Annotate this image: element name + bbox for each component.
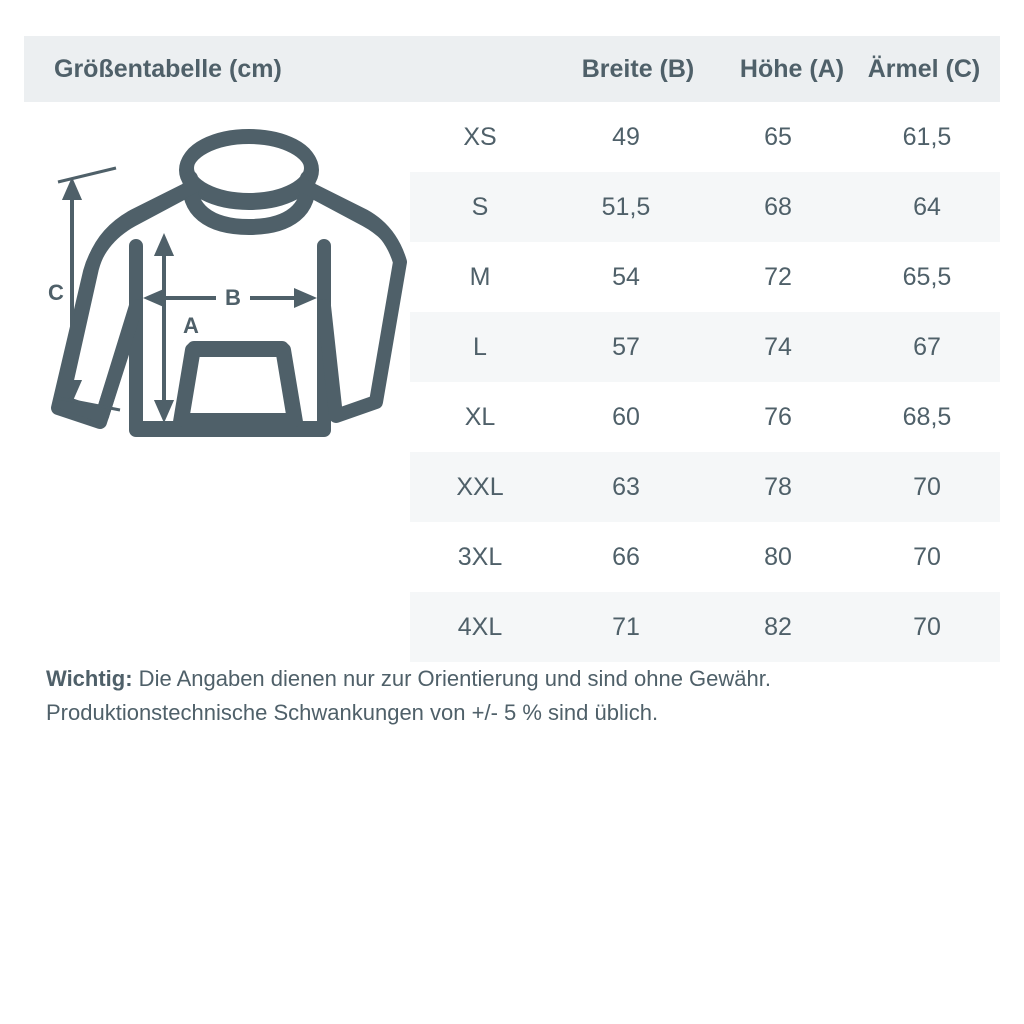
cell-hoehe: 74 xyxy=(764,332,792,361)
cell-size: XXL xyxy=(456,472,504,501)
table-row xyxy=(410,592,1000,662)
table-row xyxy=(410,522,1000,592)
cell-breite: 71 xyxy=(612,612,640,641)
column-header-aermel: Ärmel (C) xyxy=(867,54,981,83)
cell-breite: 51,5 xyxy=(601,192,651,221)
cell-hoehe: 68 xyxy=(764,192,792,221)
svg-text:C: C xyxy=(48,280,64,305)
cell-aermel: 70 xyxy=(913,612,941,641)
cell-size: XL xyxy=(464,402,496,431)
disclaimer-note xyxy=(46,662,996,730)
cell-size: 4XL xyxy=(457,612,503,641)
cell-aermel: 64 xyxy=(913,192,941,221)
table-row xyxy=(410,102,1000,172)
cell-aermel: 65,5 xyxy=(902,262,952,291)
cell-hoehe: 82 xyxy=(764,612,792,641)
table-row xyxy=(410,382,1000,452)
cell-aermel: 70 xyxy=(913,472,941,501)
svg-text:B: B xyxy=(225,285,241,310)
cell-breite: 63 xyxy=(612,472,640,501)
cell-size: S xyxy=(471,192,489,221)
cell-breite: 54 xyxy=(612,262,640,291)
table-row xyxy=(410,172,1000,242)
cell-hoehe: 72 xyxy=(764,262,792,291)
svg-text:A: A xyxy=(183,313,199,338)
cell-hoehe: 76 xyxy=(764,402,792,431)
cell-aermel: 68,5 xyxy=(902,402,952,431)
cell-breite: 66 xyxy=(612,542,640,571)
table-row xyxy=(410,242,1000,312)
disclaimer-line1: Die Angaben dienen nur zur Orientierung und sind ohne Gewähr. xyxy=(132,666,771,691)
disclaimer-lead-text: Wichtig: xyxy=(46,666,133,691)
hoodie-diagram xyxy=(24,110,410,670)
size-table xyxy=(410,102,1000,662)
cell-aermel: 67 xyxy=(913,332,941,361)
column-header-breite: Breite (B) xyxy=(581,54,695,83)
table-row xyxy=(410,452,1000,522)
table-row xyxy=(410,312,1000,382)
cell-size: 3XL xyxy=(457,542,503,571)
cell-hoehe: 65 xyxy=(764,122,792,151)
cell-size: XS xyxy=(463,122,497,151)
disclaimer-line2: Produktionstechnische Schwankungen von +/- 5 % sind üblich. xyxy=(46,700,659,725)
cell-aermel: 70 xyxy=(913,542,941,571)
page-title: Größentabelle (cm) xyxy=(54,54,282,83)
cell-size: M xyxy=(469,262,491,291)
cell-breite: 49 xyxy=(612,122,640,151)
cell-aermel: 61,5 xyxy=(902,122,952,151)
table-header-row xyxy=(24,36,1000,102)
column-header-hoehe: Höhe (A) xyxy=(739,54,845,83)
cell-size: L xyxy=(473,332,487,361)
cell-breite: 57 xyxy=(612,332,640,361)
cell-hoehe: 80 xyxy=(764,542,792,571)
cell-hoehe: 78 xyxy=(764,472,792,501)
disclaimer-lead xyxy=(46,666,133,691)
cell-breite: 60 xyxy=(612,402,640,431)
